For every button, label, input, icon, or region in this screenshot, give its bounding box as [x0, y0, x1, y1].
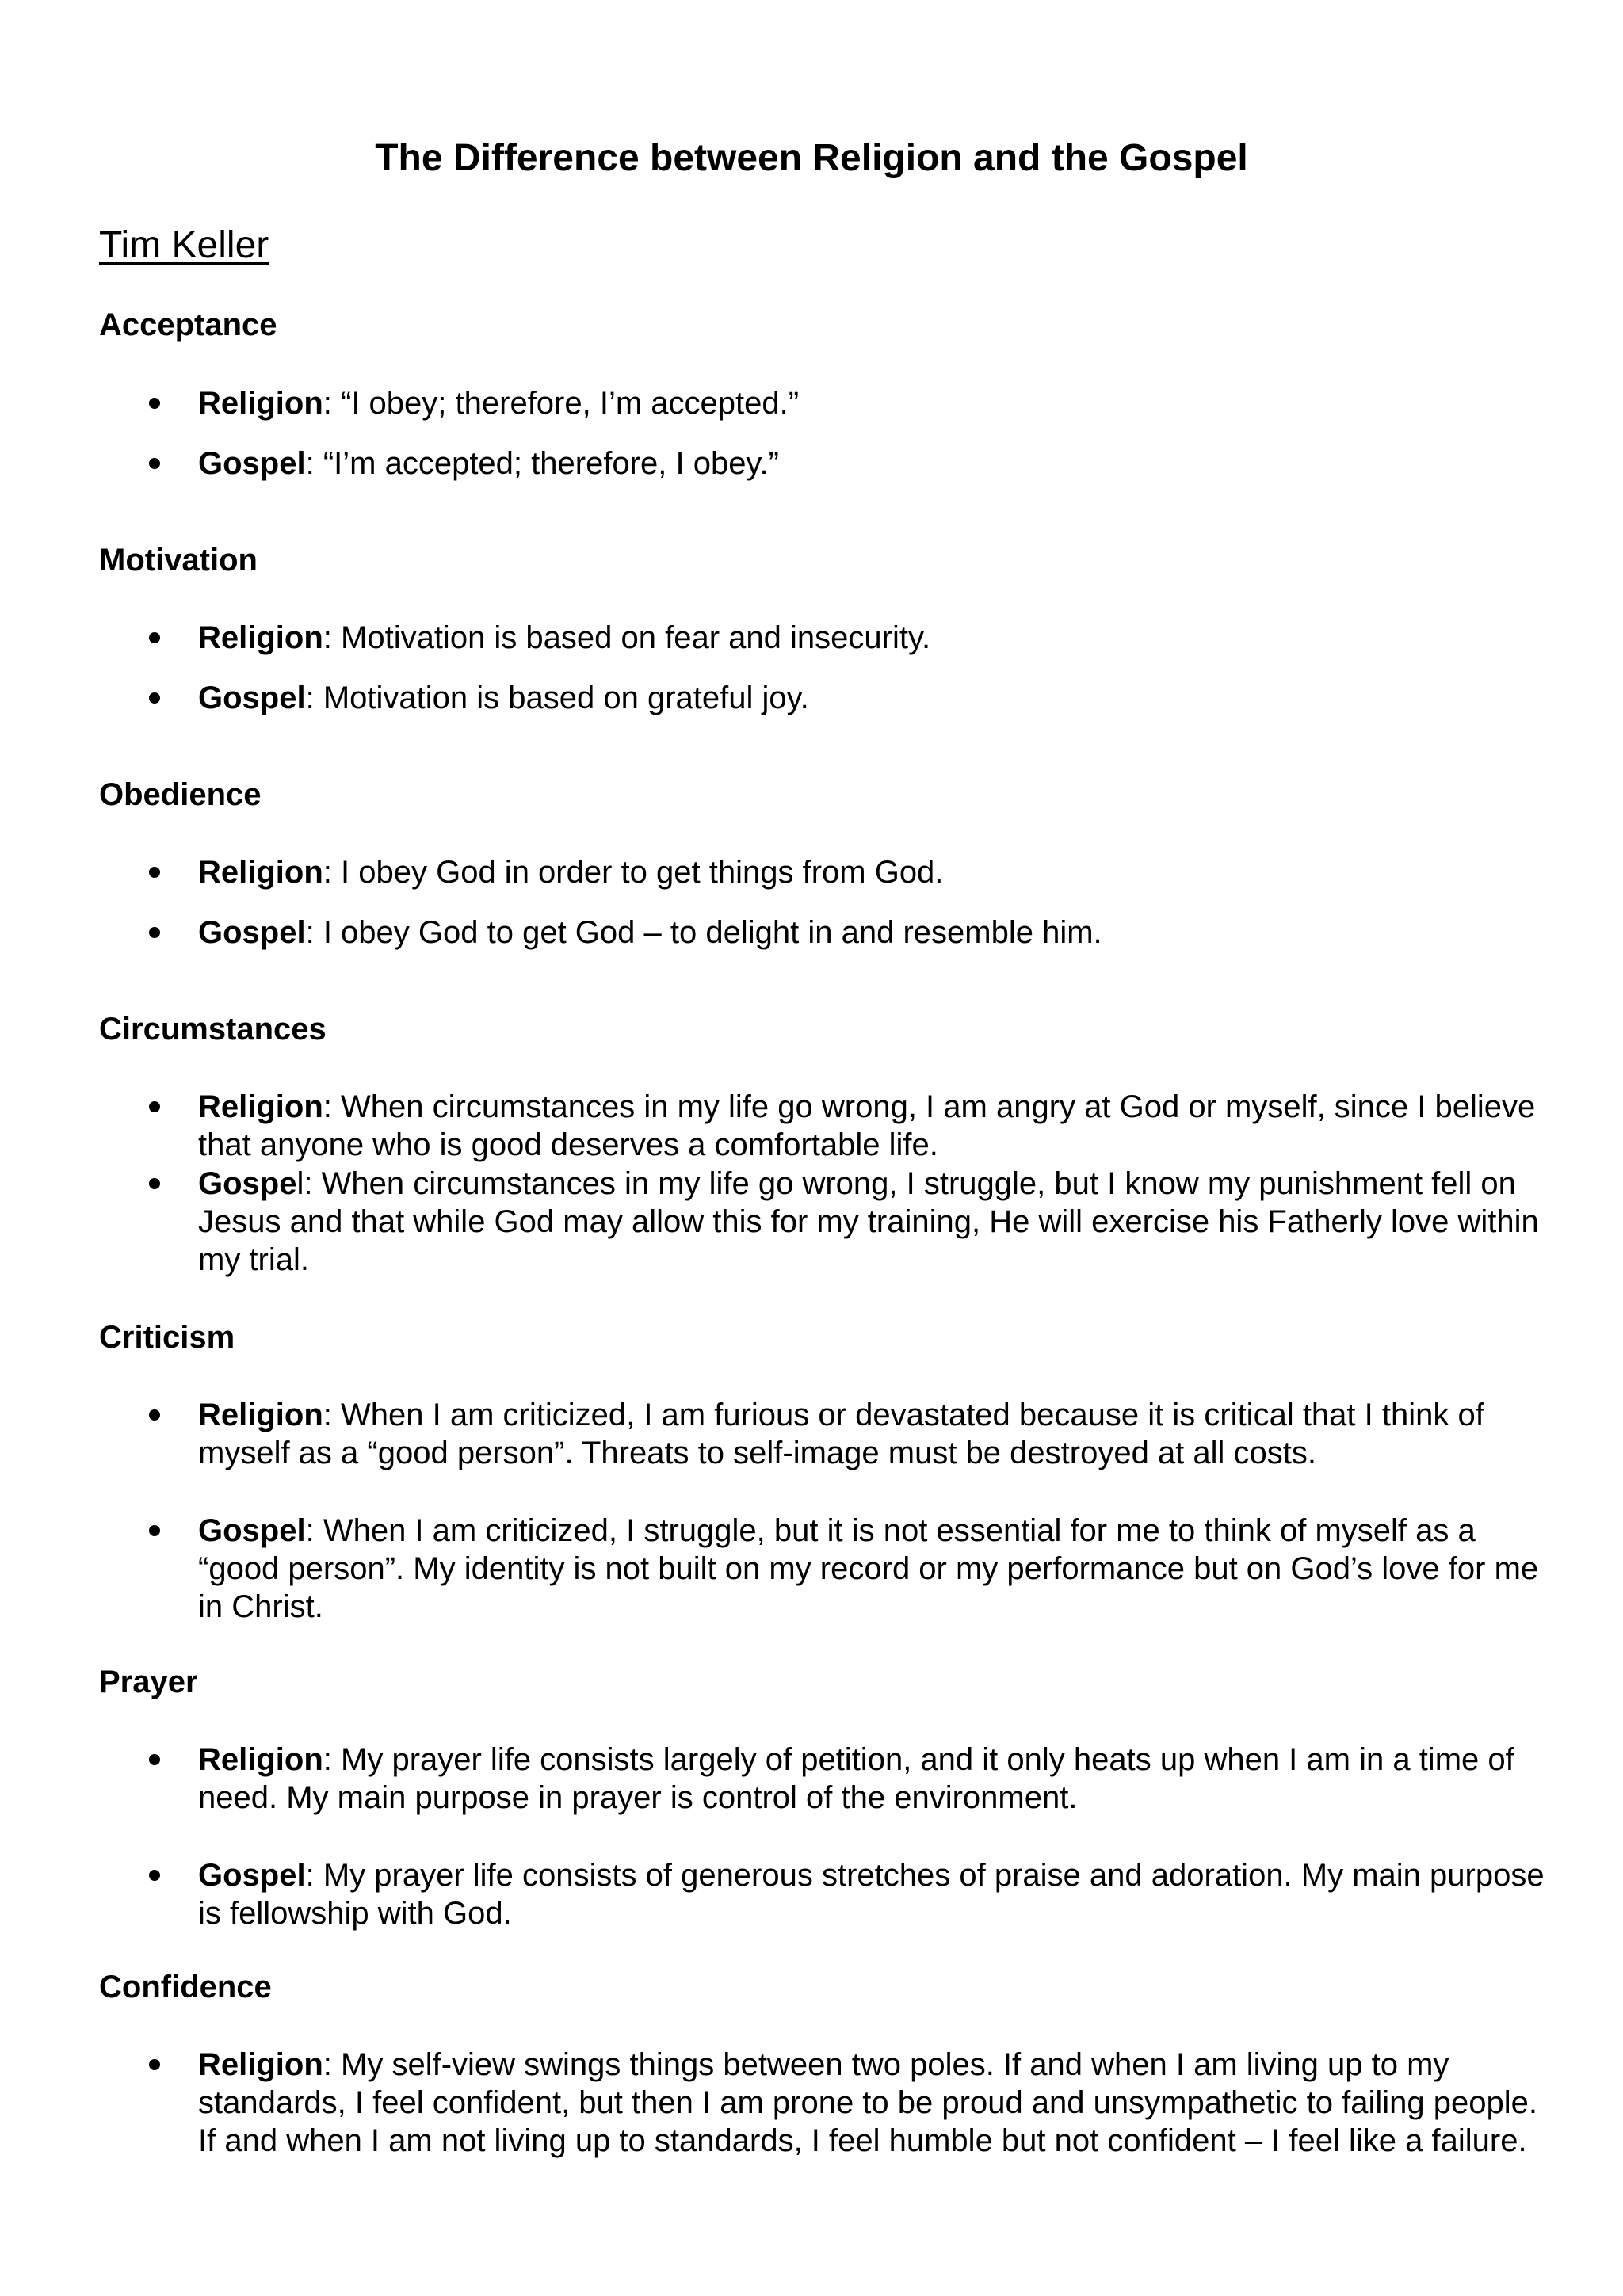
bullet-icon: [143, 1741, 166, 1779]
bullet-icon: [143, 1856, 166, 1894]
bullet-icon: [143, 853, 166, 891]
item-label: Gospe: [198, 1166, 297, 1201]
item-text: : When circumstances in my life go wrong, I am angry at God or myself, since I believe that anyone who is good deserves a comfortable life.: [198, 1089, 1536, 1162]
list-item-criticism-religion: [198, 1396, 1545, 1472]
page-title: The Difference between Religion and the Gospel: [375, 137, 1248, 179]
bullet-icon: [143, 1512, 166, 1550]
item-text: : I obey God to get God – to delight in and resemble him.: [305, 915, 1102, 950]
item-label: Religion: [198, 855, 323, 890]
list-item-prayer-gospel: [198, 1856, 1545, 1932]
item-label: Gospel: [198, 915, 306, 950]
list-item-obedience-gospel: [198, 913, 1545, 952]
bullet-icon: [143, 1165, 166, 1203]
bullet-icon: [143, 1088, 166, 1126]
list-item-circumstances-religion: [198, 1088, 1545, 1164]
item-label: Gospel: [198, 1513, 306, 1548]
list-item-circumstances-gospel: [198, 1165, 1545, 1279]
section-heading-criticism: Criticism: [99, 1320, 235, 1355]
list-item-prayer-religion: [198, 1741, 1545, 1817]
section-heading-acceptance: Acceptance: [99, 307, 277, 342]
item-label: Gospel: [198, 1858, 306, 1893]
bullet-icon: [143, 679, 166, 717]
list-item-motivation-gospel: [198, 679, 1545, 717]
list-item-motivation-religion: [198, 619, 1545, 657]
item-text: : “I obey; therefore, I’m accepted.”: [323, 386, 800, 421]
item-label: Gospel: [198, 446, 306, 481]
bullet-icon: [143, 913, 166, 952]
item-label: Religion: [198, 1742, 323, 1777]
section-heading-obedience: Obedience: [99, 777, 262, 812]
bullet-icon: [143, 384, 166, 422]
item-text: : “I’m accepted; therefore, I obey.”: [305, 446, 779, 481]
item-text: : My prayer life consists of generous stretches of praise and adoration. My main purpose is fellowship with God.: [198, 1858, 1545, 1931]
item-text: : I obey God in order to get things from God.: [323, 855, 944, 890]
section-heading-prayer: Prayer: [99, 1665, 198, 1699]
bullet-icon: [143, 1396, 166, 1434]
bullet-icon: [143, 2046, 166, 2084]
item-text: : Motivation is based on grateful joy.: [305, 681, 809, 715]
bullet-icon: [143, 444, 166, 482]
item-text: : My prayer life consists largely of petition, and it only heats up when I am in a time of need. My main purpose in prayer is control of the environment.: [198, 1742, 1514, 1815]
item-text: : When I am criticized, I struggle, but it is not essential for me to think of myself as a “good person”. My identity is not built on my record or my performance but on God’s love for me in Christ.: [198, 1513, 1539, 1624]
item-text: : When I am criticized, I am furious or devastated because it is critical that I think of myself as a “good person”. Threats to self-image must be destroyed at all costs.: [198, 1398, 1484, 1470]
bullet-icon: [143, 619, 166, 657]
item-label: Religion: [198, 1398, 323, 1432]
item-text: : My self-view swings things between two poles. If and when I am living up to my standards, I feel confident, but then I am prone to be proud and unsympathetic to failing people. If and when I am not living up to standards, I feel humble but not confident – I feel like a failure.: [198, 2047, 1537, 2158]
item-label: Religion: [198, 1089, 323, 1124]
section-heading-motivation: Motivation: [99, 543, 258, 578]
section-heading-circumstances: Circumstances: [99, 1012, 327, 1047]
list-item-acceptance-religion: [198, 384, 1545, 422]
item-text: l: When circumstances in my life go wrong, I struggle, but I know my punishment fell on Jesus and that while God may allow this for my training, He will exercise his Fatherly love within my trial.: [198, 1166, 1539, 1277]
item-label: Religion: [198, 386, 323, 421]
item-label: Religion: [198, 2047, 323, 2082]
item-text: : Motivation is based on fear and insecurity.: [323, 620, 931, 655]
list-item-obedience-religion: [198, 853, 1545, 891]
list-item-acceptance-gospel: [198, 444, 1545, 482]
section-heading-confidence: Confidence: [99, 1970, 272, 2004]
author-name: Tim Keller: [99, 224, 269, 266]
item-label: Religion: [198, 620, 323, 655]
list-item-confidence-religion: [198, 2046, 1545, 2160]
list-item-criticism-gospel: [198, 1512, 1545, 1626]
item-label: Gospel: [198, 681, 306, 715]
